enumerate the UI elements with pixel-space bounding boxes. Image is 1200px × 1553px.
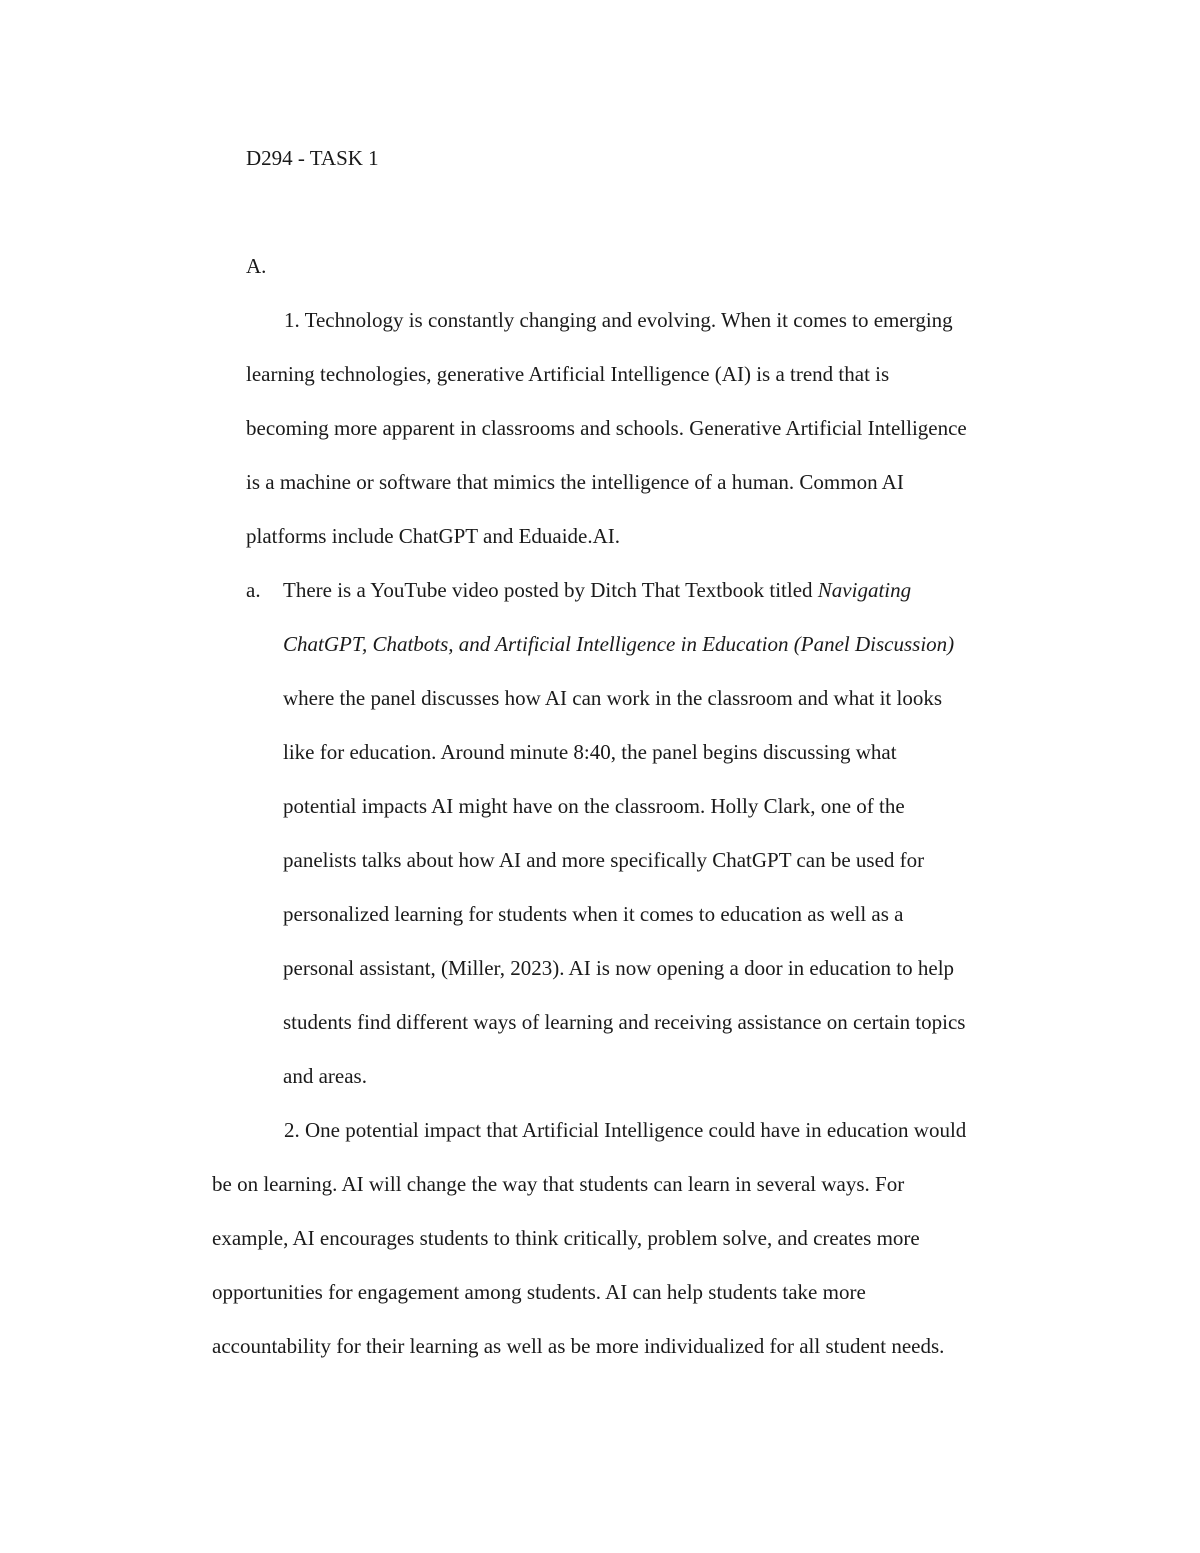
list-item-line: students find different ways of learning and receiving assistance on certain topics [283,1010,966,1034]
para1-line: is a machine or software that mimics the intelligence of a human. Common AI [246,470,904,494]
list-item-marker: a. [246,578,261,602]
video-title-italic: ChatGPT, Chatbots, and Artificial Intelligence in Education (Panel Discussion) [283,632,955,656]
list-item-line: panelists talks about how AI and more specifically ChatGPT can be used for [283,848,925,872]
section-label: A. [246,254,267,278]
document-title: D294 - TASK 1 [246,146,379,170]
list-item-line: potential impacts AI might have on the classroom. Holly Clark, one of the [283,794,905,818]
para2-line: be on learning. AI will change the way that students can learn in several ways. For [212,1172,905,1196]
para1-line: becoming more apparent in classrooms and schools. Generative Artificial Intelligence [246,416,967,440]
list-item-line [283,580,911,601]
para1-line: 1. Technology is constantly changing and evolving. When it comes to emerging [284,308,953,332]
list-item-line: personalized learning for students when it comes to education as well as a [283,902,904,926]
para2-line: example, AI encourages students to think critically, problem solve, and creates more [212,1226,920,1250]
para1-line: learning technologies, generative Artificial Intelligence (AI) is a trend that is [246,362,890,386]
para2-line: 2. One potential impact that Artificial Intelligence could have in education would [284,1118,967,1142]
list-item-text: There is a YouTube video posted by Ditch That Textbook titled [283,578,818,602]
list-item-line: where the panel discusses how AI can work in the classroom and what it looks [283,686,943,710]
list-item-line: and areas. [283,1064,367,1088]
list-item-line: personal assistant, (Miller, 2023). AI is now opening a door in education to help [283,956,955,980]
video-title-italic: Navigating [817,578,912,602]
list-item-line: like for education. Around minute 8:40, the panel begins discussing what [283,740,897,764]
para2-line: accountability for their learning as well as be more individualized for all student needs. [212,1334,945,1358]
para1-line: platforms include ChatGPT and Eduaide.AI. [246,524,621,548]
para2-line: opportunities for engagement among students. AI can help students take more [212,1280,866,1304]
